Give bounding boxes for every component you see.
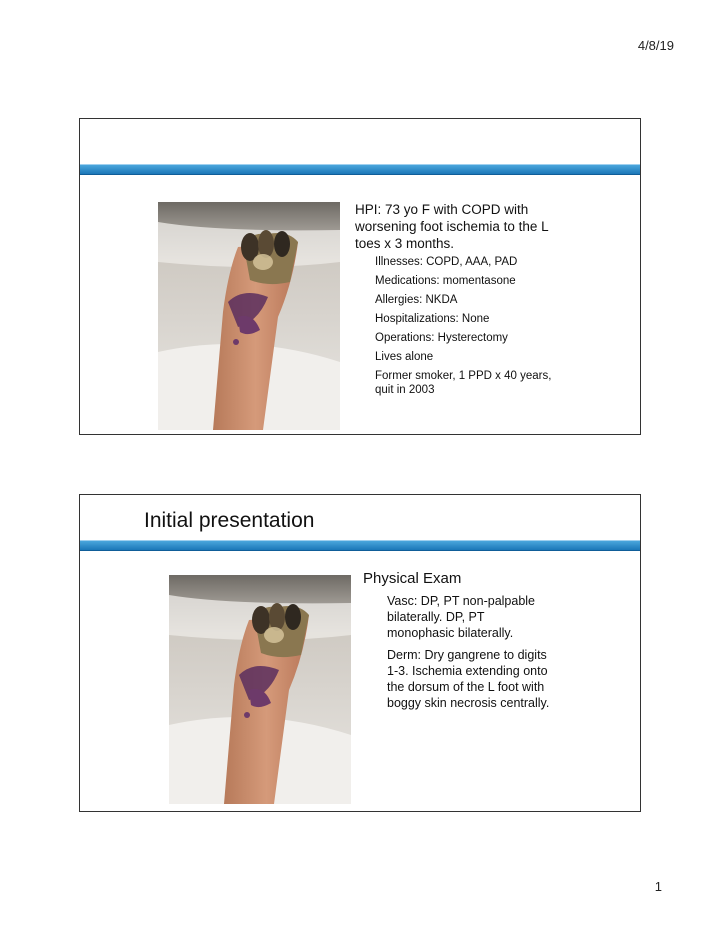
exam-lead: Physical Exam — [363, 570, 462, 587]
list-item: Former smoker, 1 PPD x 40 years, quit in 2003 — [375, 370, 552, 396]
list-item: Illnesses: COPD, AAA, PAD — [375, 256, 518, 268]
slide-1 — [79, 118, 641, 435]
list-item: Derm: Dry gangrene to digits 1-3. Ischemia extending onto the dorsum of the L foot with boggy skin necrosis centrally. — [387, 648, 550, 710]
history-list — [355, 255, 555, 397]
foot-photo — [158, 202, 340, 430]
list-item: Medications: momentasone — [375, 275, 516, 287]
hpi-text — [355, 201, 555, 402]
foot-photo — [169, 575, 351, 804]
list-item: Lives alone — [375, 351, 434, 363]
page-number: 1 — [654, 879, 662, 894]
title-bar — [80, 540, 640, 551]
hpi-lead: HPI: 73 yo F with COPD with worsening foot ischemia to the L toes x 3 months. — [355, 202, 549, 251]
list-item: Operations: Hysterectomy — [375, 332, 508, 344]
exam-text — [363, 570, 553, 717]
slide-title: Initial presentation — [144, 509, 315, 532]
list-item: Allergies: NKDA — [375, 294, 458, 306]
list-item: Hospitalizations: None — [375, 313, 490, 325]
list-item: Vasc: DP, PT non-palpable bilaterally. DP, PT monophasic bilaterally. — [387, 594, 536, 640]
exam-list — [363, 593, 553, 711]
slide-2 — [79, 494, 641, 812]
title-bar — [80, 164, 640, 175]
handout-date: 4/8/19 — [637, 38, 674, 53]
